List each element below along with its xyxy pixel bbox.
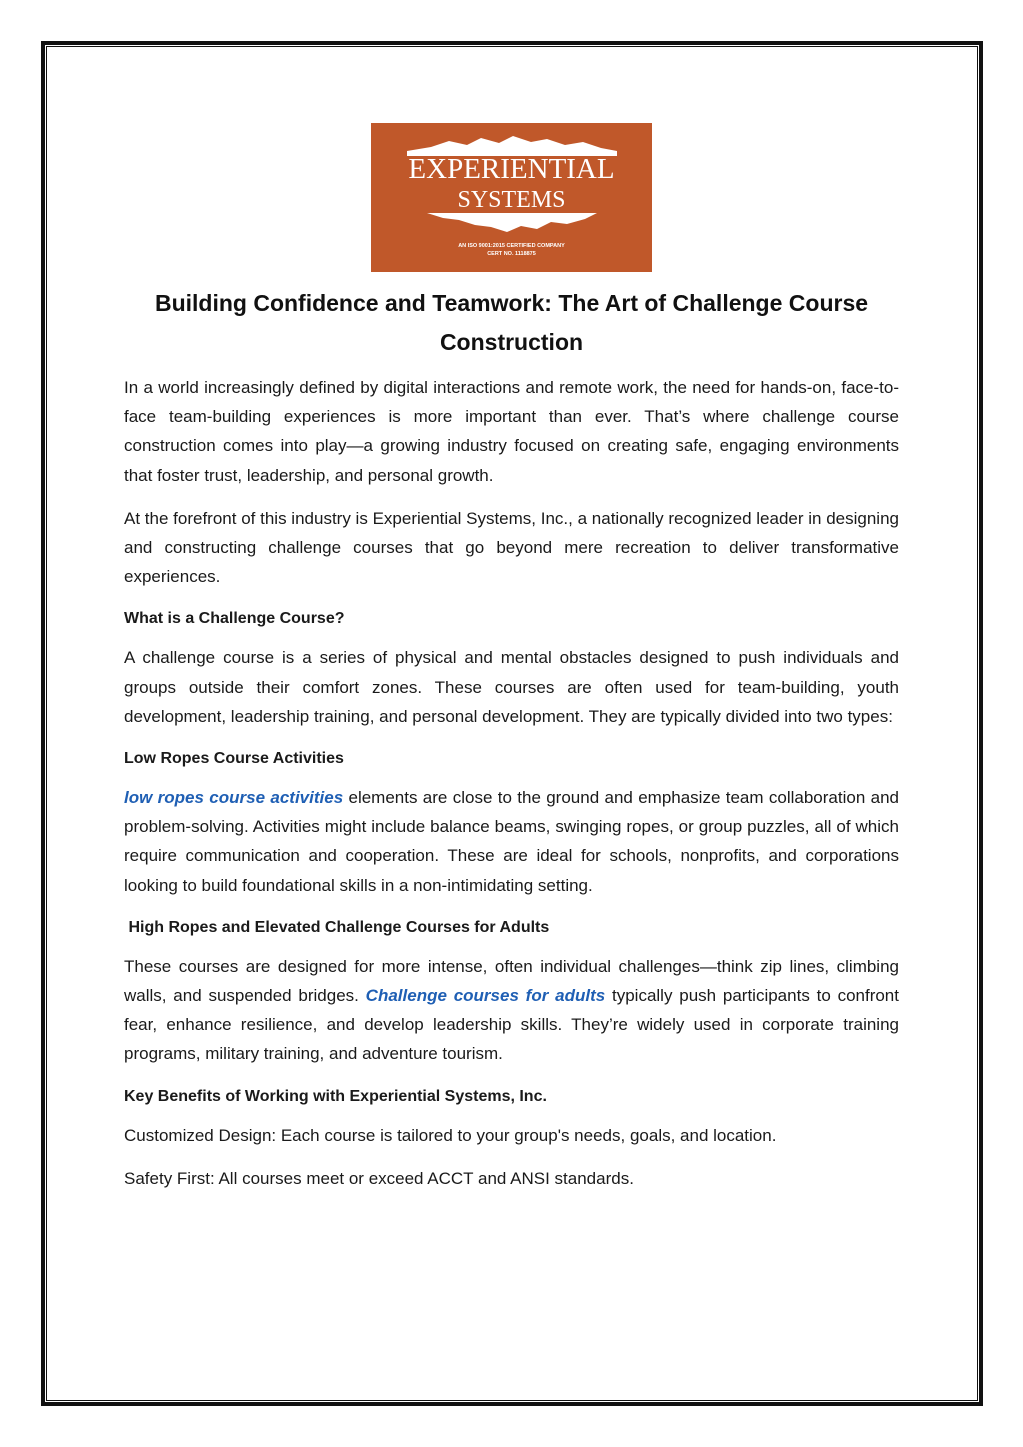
low-ropes-text: elements are close to the ground and emphasize team collaboration and problem-solving. Activities might include balance beams, swinging ropes, or group puzzles, all of which require communication and cooperation. These are ideal for schools, nonprofits, and corporations looking to build foundational skills in a non-intimidating setting. — [124, 788, 899, 895]
heading-what-is-challenge-course: What is a Challenge Course? — [124, 610, 345, 628]
logo-line1: EXPERIENTIAL — [408, 153, 615, 185]
low-ropes-link[interactable]: low ropes course activities — [124, 788, 344, 808]
intro-paragraph: In a world increasingly defined by digital interactions and remote work, the need for hands-on, face-to-face team-building experiences is more important than ever. That’s where challenge course construction comes into play—a growing industry focused on creating safe, engaging environments that foster trust, leadership, and personal growth. — [124, 378, 899, 485]
high-ropes-text-b: typically push participants to confront fear, enhance resilience, and develop leadership skills. They’re widely used in corporate training programs, military training, and adventure tourism. — [124, 986, 899, 1064]
high-ropes-paragraph — [124, 952, 899, 1069]
heading-low-ropes: Low Ropes Course Activities — [124, 750, 344, 768]
low-ropes-paragraph — [124, 783, 899, 900]
logo-cert-line1: AN ISO 9001:2015 CERTIFIED COMPANY — [458, 243, 565, 249]
logo-cert-line2: CERT NO. 1118875 — [487, 251, 536, 257]
high-ropes-text-a: These courses are designed for more intense, often individual challenges—think zip lines, climbing walls, and suspended bridges. — [124, 956, 899, 1006]
challenge-definition-paragraph: A challenge course is a series of physical and mental obstacles designed to push individuals and groups outside their comfort zones. These courses are often used for team-building, youth development, leadership training, and personal development. They are typically divided into two types: — [124, 648, 899, 726]
page-title: Building Confidence and Teamwork: The Art of Challenge Course Construction — [154, 290, 869, 355]
experiential-systems-logo — [371, 123, 652, 272]
heading-high-ropes: High Ropes and Elevated Challenge Courses for Adults — [124, 918, 550, 936]
logo-mountain-bottom — [427, 213, 597, 232]
article-body — [124, 284, 899, 1193]
logo-line2: SYSTEMS — [457, 187, 566, 213]
challenge-courses-adults-link[interactable]: Challenge courses for adults — [365, 986, 606, 1006]
forefront-paragraph: At the forefront of this industry is Experiential Systems, Inc., a nationally recognized leader in designing and constructing challenge courses that go beyond mere recreation to deliver transformative experiences. — [124, 508, 899, 587]
heading-key-benefits: Key Benefits of Working with Experiential Systems, Inc. — [124, 1087, 547, 1105]
safety-first-paragraph: Safety First: All courses meet or exceed ACCT and ANSI standards. — [124, 1168, 634, 1188]
customized-design-paragraph: Customized Design: Each course is tailored to your group's needs, goals, and location. — [124, 1125, 777, 1145]
logo-graphic — [371, 123, 652, 272]
